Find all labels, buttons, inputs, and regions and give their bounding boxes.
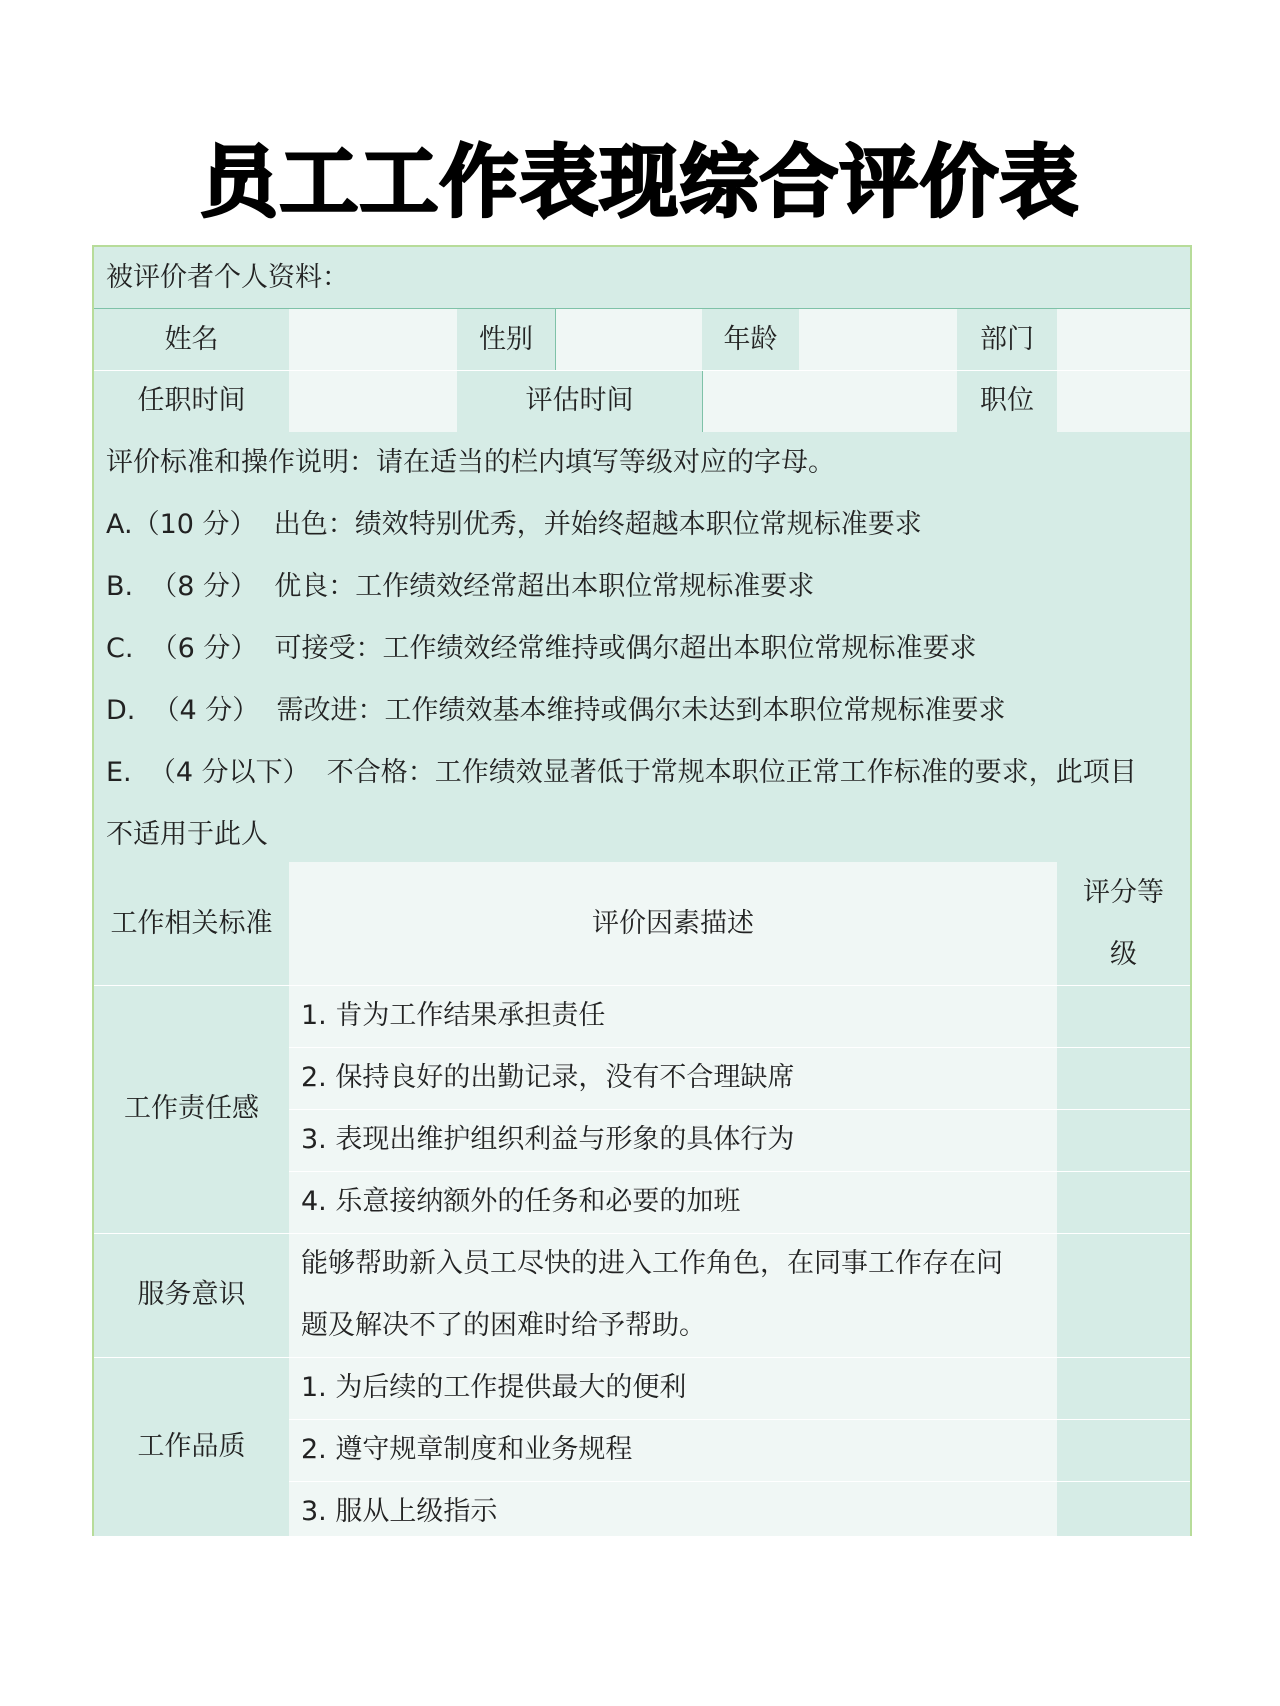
grade-input[interactable]: [1057, 1357, 1190, 1419]
description-item: 4. 乐意接纳额外的任务和必要的加班: [289, 1171, 1057, 1233]
instructions-block: [94, 432, 1190, 862]
grade-input[interactable]: [1057, 1481, 1190, 1536]
grade-input[interactable]: [1057, 1171, 1190, 1233]
grade-b: B. （8 分） 优良：工作绩效经常超出本职位常规标准要求: [106, 571, 815, 602]
instructions-heading: 评价标准和操作说明：请在适当的栏内填写等级对应的字母。: [106, 447, 835, 478]
eval-time-field[interactable]: [703, 370, 957, 432]
criteria-service: 服务意识: [94, 1233, 289, 1357]
description-item: 1. 为后续的工作提供最大的便利: [289, 1357, 1057, 1419]
age-label: 年龄: [702, 309, 799, 370]
description-item: 2. 保持良好的出勤记录，没有不合理缺席: [289, 1047, 1057, 1109]
grade-input[interactable]: [1057, 1233, 1190, 1357]
grade-header: 评分等 级: [1057, 862, 1190, 985]
page-title: 员工工作表现综合评价表: [199, 138, 1080, 228]
description-item: 1. 肯为工作结果承担责任: [289, 985, 1057, 1047]
name-label: 姓名: [94, 309, 289, 370]
tenure-label: 任职时间: [94, 370, 289, 432]
position-label: 职位: [957, 370, 1057, 432]
name-field[interactable]: [289, 309, 457, 370]
grade-c: C. （6 分） 可接受：工作绩效经常维持或偶尔超出本职位常规标准要求: [106, 633, 977, 664]
grade-input[interactable]: [1057, 1419, 1190, 1481]
position-field[interactable]: [1057, 370, 1190, 432]
description-header: 评价因素描述: [289, 862, 1057, 985]
grade-input[interactable]: [1057, 1109, 1190, 1171]
criteria-quality: 工作品质: [94, 1357, 289, 1536]
grade-d: D. （4 分） 需改进：工作绩效基本维持或偶尔未达到本职位常规标准要求: [106, 695, 1006, 726]
grade-e-continuation: 不适用于此人: [106, 819, 268, 850]
grade-a: A.（10 分） 出色：绩效特别优秀，并始终超越本职位常规标准要求: [106, 509, 922, 540]
description-item: 能够帮助新入员工尽快的进入工作角色，在同事工作存在问 题及解决不了的困难时给予帮助。: [289, 1233, 1057, 1357]
grade-input[interactable]: [1057, 1047, 1190, 1109]
eval-time-label: 评估时间: [457, 370, 702, 432]
criteria-responsibility: 工作责任感: [94, 985, 289, 1233]
department-field[interactable]: [1057, 309, 1190, 370]
gender-field[interactable]: [556, 309, 702, 370]
grade-e: E. （4 分以下） 不合格：工作绩效显著低于常规本职位正常工作标准的要求，此项目: [106, 757, 1137, 788]
department-label: 部门: [957, 309, 1057, 370]
evaluation-form-table: [92, 245, 1192, 1536]
grade-input[interactable]: [1057, 985, 1190, 1047]
description-item: 3. 服从上级指示: [289, 1481, 1057, 1536]
description-item: 2. 遵守规章制度和业务规程: [289, 1419, 1057, 1481]
description-item: 3. 表现出维护组织利益与形象的具体行为: [289, 1109, 1057, 1171]
gender-label: 性别: [457, 309, 555, 370]
tenure-field[interactable]: [289, 370, 457, 432]
criteria-header: 工作相关标准: [94, 862, 289, 985]
age-field[interactable]: [799, 309, 957, 370]
personal-info-heading: 被评价者个人资料：: [94, 247, 1190, 309]
